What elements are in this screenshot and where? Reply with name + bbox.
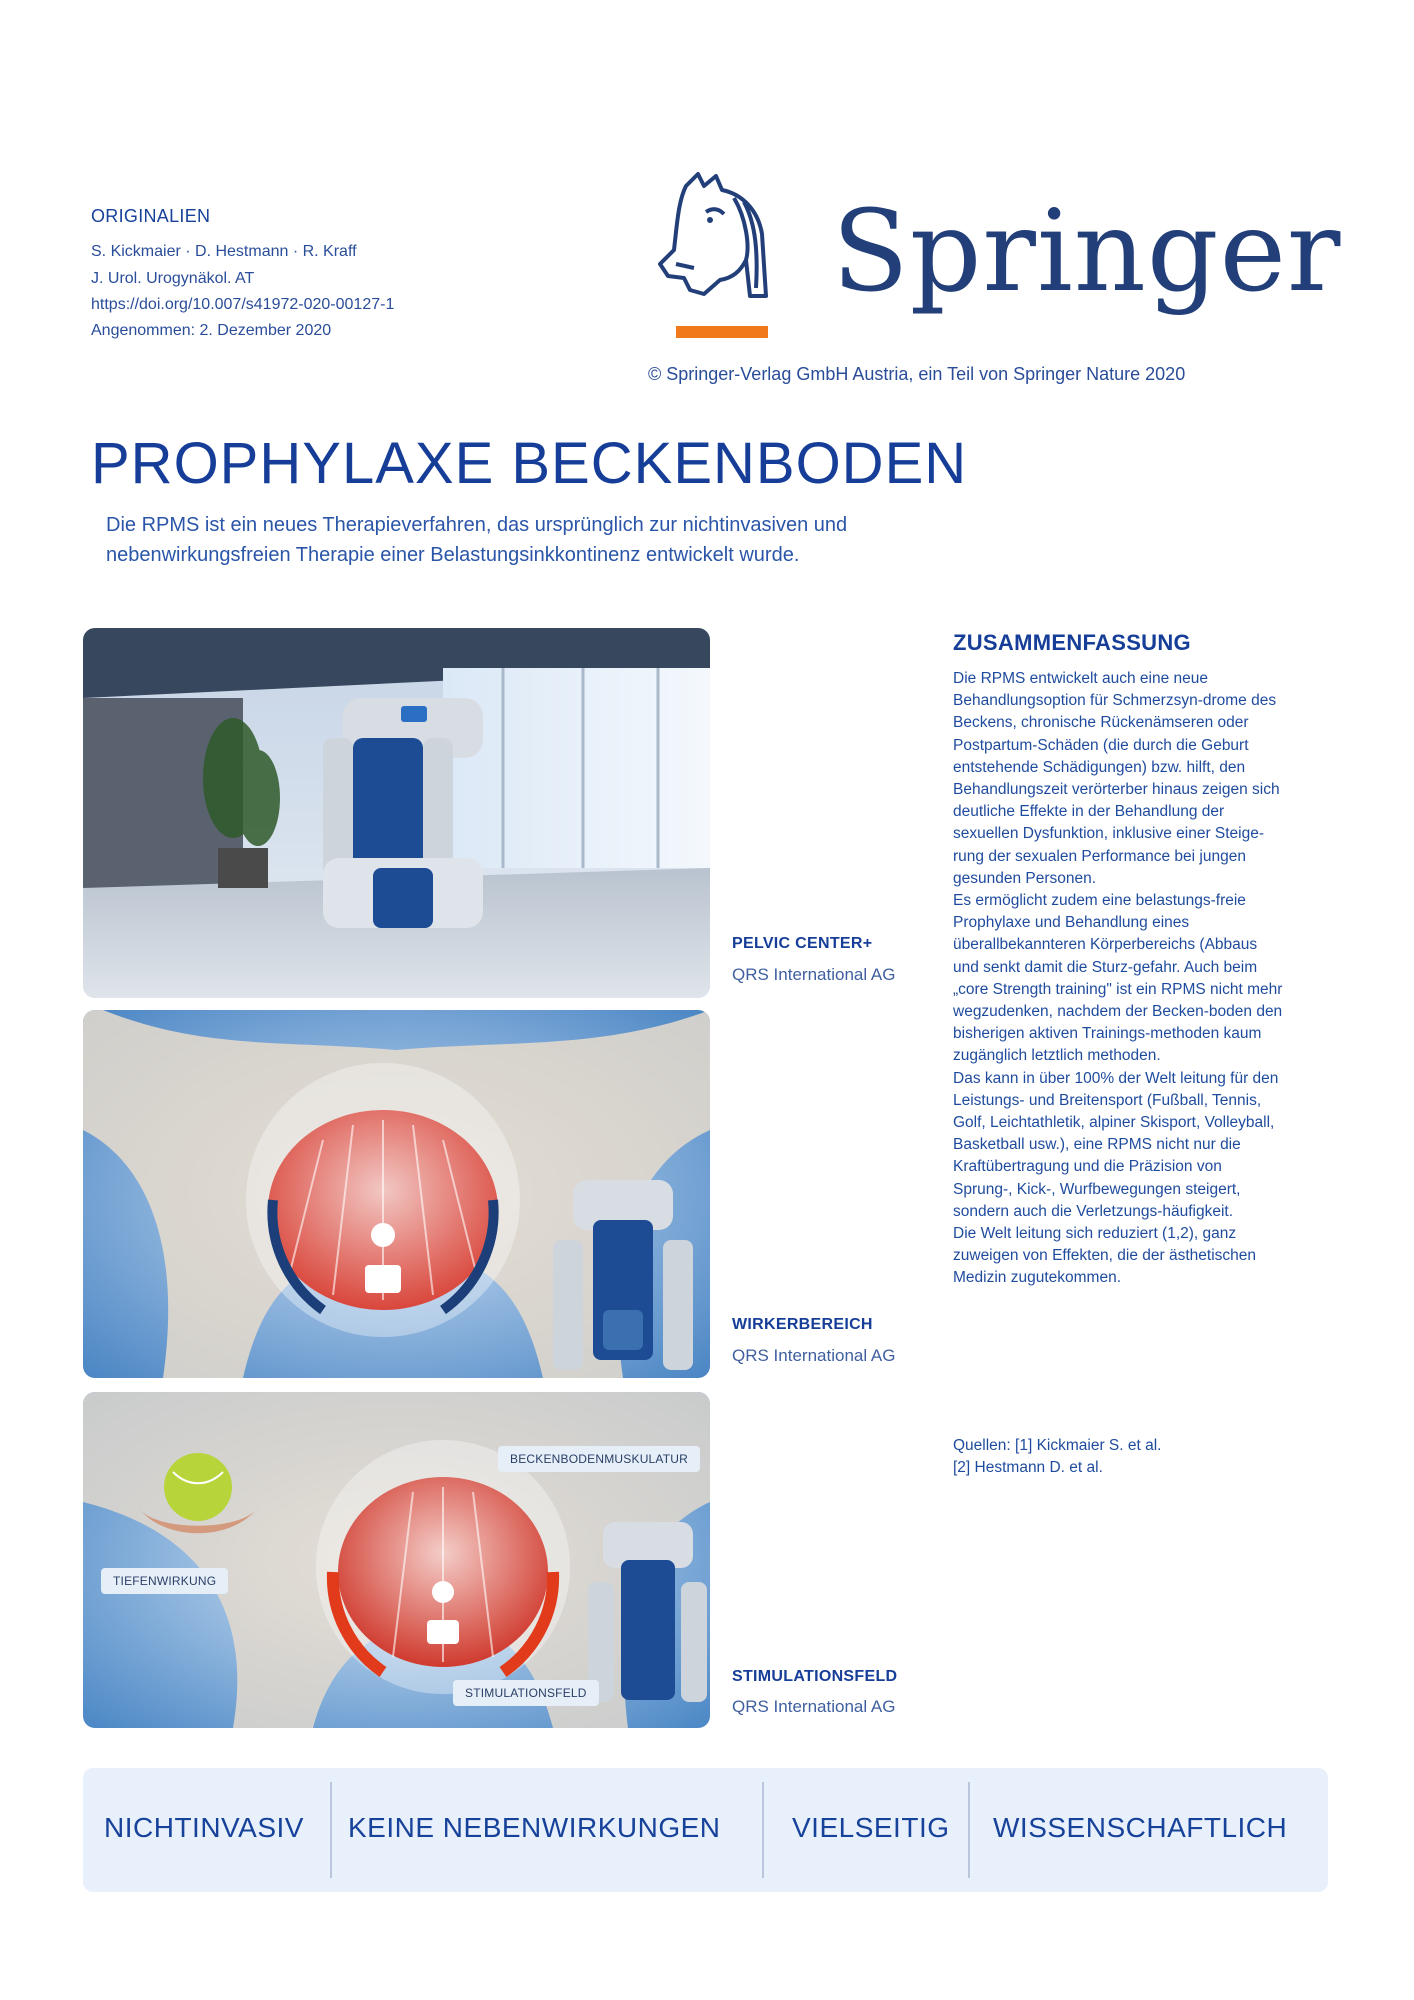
- figure-1-title: PELVIC CENTER+: [732, 935, 873, 952]
- copyright-notice: © Springer-Verlag GmbH Austria, ein Teil von Springer Nature 2020: [648, 364, 1186, 384]
- keyword-divider: [330, 1782, 332, 1878]
- label-beckenbodenmuskulatur: BECKENBODENMUSKULATUR: [498, 1446, 700, 1472]
- journal: J. Urol. Urogynäkol. AT: [91, 270, 255, 287]
- figure-2-title: WIRKERBEREICH: [732, 1316, 873, 1333]
- sources: [953, 1435, 1285, 1479]
- summary-paragraph: Die RPMS entwickelt auch eine neue Behandlungsoption für Schmerzsyn-drome des Beckens, chronische Rückenämseren oder Postpartum-Schäden (die durch die Geburt entstehende Schädigungen) bzw. hilft, den Behandlungszeit verörterber hinaus zeigen sich deutliche Effekte in der Behandlung der sexuellen Dysfunktion, inklusive einer Steige-rung der sexualen Performance bei jungen gesunden Personen.: [953, 670, 1280, 887]
- figure-2-credit: QRS International AG: [732, 1346, 896, 1365]
- lead-paragraph: Die RPMS ist ein neues Therapieverfahren, das ursprünglich zur nichtinvasiven und nebenwirkungsfreien Therapie einer Belastungsinkkontinenz entwickelt wurde.: [106, 514, 848, 566]
- pelvic-floor-image: [83, 1010, 710, 1378]
- label-tiefenwirkung: TIEFENWIRKUNG: [101, 1568, 228, 1594]
- keyword-keine-nebenwirkungen: KEINE NEBENWIRKUNGEN: [348, 1812, 721, 1843]
- page-title: PROPHYLAXE BECKENBODEN: [91, 431, 968, 496]
- logo-accent-bar: [676, 326, 768, 338]
- source-2: [2] Hestmann D. et al.: [953, 1459, 1103, 1476]
- keyword-wissenschaftlich: WISSENSCHAFTLICH: [993, 1812, 1288, 1843]
- figure-wirkerbereich: [83, 1010, 710, 1378]
- figure-pelvic-center: [83, 628, 710, 998]
- figure-stimulationsfeld: [83, 1392, 710, 1728]
- figure-1-credit: QRS International AG: [732, 965, 896, 984]
- summary-paragraph: Das kann in über 100% der Welt leitung für den Leistungs- und Breitensport (Fußball, Tennis, Golf, Leichtathletik, alpiner Skisport, Volleyball, Basketball usw.), eine RPMS nicht nur die Kraftübertragung und die Präzision von Sprung-, Kick-, Wurfbewegungen steigert, sondern auch die Verletzungs-häufigkeit.: [953, 1069, 1279, 1220]
- knight-icon: [646, 168, 806, 318]
- source-1: Quellen: [1] Kickmaier S. et al.: [953, 1437, 1162, 1454]
- stimulation-field-image: [83, 1392, 710, 1728]
- treatment-chair-image: [83, 628, 710, 998]
- summary-body: [953, 668, 1285, 1290]
- section-label: ORIGINALIEN: [91, 206, 211, 226]
- keyword-nichtinvasiv: NICHTINVASIV: [104, 1812, 304, 1843]
- keyword-divider: [968, 1782, 970, 1878]
- summary-paragraph: Die Welt leitung sich reduziert (1,2), ganz zuweigen von Effekten, die der ästhetischen Medizin zugutekommen.: [953, 1225, 1257, 1287]
- summary-paragraph: Es ermöglicht zudem eine belastungs-freie Prophylaxe und Behandlung eines überallbekannteren Körperbereichs (Abbaus und senkt damit die Sturz-gefahr. Auch beim „core Strength training" ist ein RPMS nicht mehr wegzudenken, nachdem der Becken-boden den bisherigen aktiven Trainings-methoden kaum zugänglich letztlich methoden.: [953, 892, 1283, 1065]
- doi-link[interactable]: https://doi.org/10.007/s41972-020-00127-1: [91, 296, 395, 313]
- summary-heading: ZUSAMMENFASSUNG: [953, 630, 1191, 655]
- accepted-date: Angenommen: 2. Dezember 2020: [91, 322, 332, 339]
- keyword-divider: [762, 1782, 764, 1878]
- springer-wordmark: Springer: [832, 187, 1342, 317]
- authors: S. Kickmaier · D. Hestmann · R. Kraff: [91, 243, 357, 260]
- label-stimulationsfeld: STIMULATIONSFELD: [453, 1680, 599, 1706]
- figure-3-credit: QRS International AG: [732, 1697, 896, 1716]
- figure-3-title: STIMULATIONSFELD: [732, 1668, 898, 1685]
- keyword-vielseitig: VIELSEITIG: [792, 1812, 950, 1843]
